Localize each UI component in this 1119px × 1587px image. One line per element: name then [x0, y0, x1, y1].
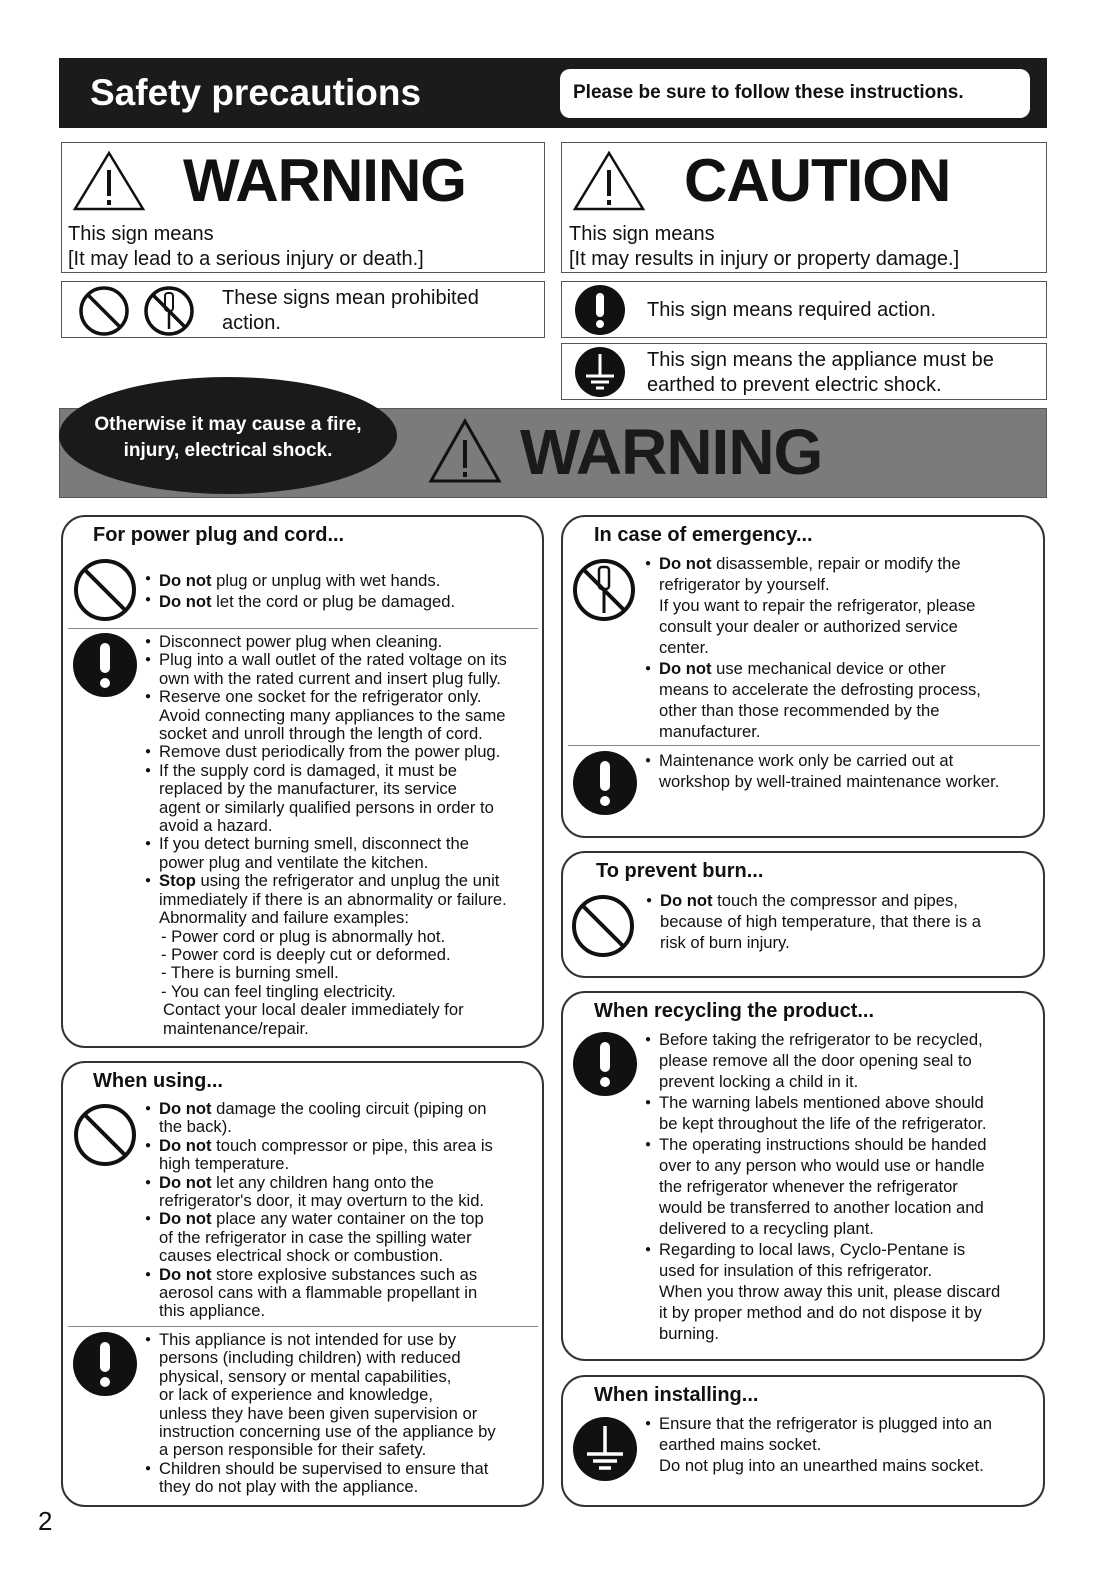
list-item: ● Stop using the refrigerator and unplug the unit	[145, 872, 507, 890]
list-item-cont: Avoid connecting many appliances to the same	[159, 705, 506, 725]
list-item: ● Do not let any children hang onto the	[145, 1174, 493, 1192]
header-note: Please be sure to follow these instructions.	[560, 69, 1030, 118]
section-divider	[68, 1326, 538, 1327]
list-item-cont: agent or similarly qualified persons in order to	[159, 797, 494, 817]
list-item-cont: high temperature.	[159, 1154, 290, 1174]
list-item-cont: Do not plug into an unearthed mains socket.	[659, 1456, 984, 1475]
hazard-line2: injury, electrical shock.	[123, 440, 333, 461]
prohibited-icon	[570, 893, 636, 959]
list-item: ● Do not disassemble, repair or modify the	[645, 553, 981, 574]
list-item: ● Disconnect power plug when cleaning.	[145, 633, 507, 651]
list-item: ● If the supply cord is damaged, it must be	[145, 762, 507, 780]
list-item-cont: aerosol cans with a flammable propellant in	[159, 1283, 478, 1303]
prohibited-meaning-line1: These signs mean prohibited	[222, 287, 479, 309]
recycling-title: When recycling the product...	[594, 1000, 875, 1022]
list-item: ● Maintenance work only be carried out at	[645, 750, 999, 771]
band-warning-word: WARNING	[520, 416, 823, 488]
list-item-cont: earthed mains socket.	[659, 1435, 822, 1454]
power-plug-title: For power plug and cord...	[93, 524, 345, 546]
page-number: 2	[38, 1506, 53, 1536]
using-required-list	[145, 1331, 496, 1497]
list-item-cont: refrigerator by yourself.	[659, 575, 830, 594]
burn-prohibited-list	[646, 890, 981, 953]
required-action-icon	[572, 750, 638, 816]
list-item-cont: the back).	[159, 1117, 232, 1137]
prevent-burn-title: To prevent burn...	[596, 860, 764, 882]
no-disassembly-icon	[571, 557, 637, 623]
list-item: ● Do not let the cord or plug be damaged.	[145, 591, 455, 612]
installing-title: When installing...	[594, 1384, 759, 1406]
page-title: Safety precautions	[90, 72, 422, 113]
recycling-required-list	[645, 1029, 1000, 1344]
no-disassembly-icon	[143, 285, 195, 337]
list-item-cont: power plug and ventilate the kitchen.	[159, 852, 429, 872]
list-item-cont: When you throw away this unit, please discard	[659, 1282, 1001, 1301]
required-meaning-line1: This sign means required action.	[647, 299, 937, 321]
list-item: ● Do not damage the cooling circuit (piping on	[145, 1100, 493, 1118]
list-item-cont: they do not play with the appliance.	[159, 1477, 419, 1497]
list-item-cont: own with the rated current and insert plug fully.	[159, 668, 501, 688]
list-item-cont: socket and unroll through the length of cord.	[159, 724, 483, 744]
earth-ground-icon	[574, 346, 626, 398]
list-item-cont: consult your dealer or authorized service	[659, 617, 958, 636]
earth-ground-icon	[572, 1416, 638, 1482]
list-item-cont: persons (including children) with reduced	[159, 1348, 461, 1368]
example-item: - There is burning smell.	[161, 963, 339, 983]
list-item-cont: physical, sensory or mental capabilities,	[159, 1366, 452, 1386]
section-divider	[68, 628, 538, 629]
caution-word: CAUTION	[684, 147, 951, 214]
list-item-cont: instruction concerning use of the appliance by	[159, 1422, 496, 1442]
list-item: ● The warning labels mentioned above should	[645, 1092, 1000, 1113]
using-prohibited-list	[145, 1100, 493, 1321]
list-item: ● Remove dust periodically from the power plug.	[145, 743, 507, 761]
list-item: ● Do not use mechanical device or other	[645, 658, 981, 679]
list-item: ● Do not plug or unplug with wet hands.	[145, 570, 455, 591]
list-item-cont: would be transferred to another location and	[659, 1198, 984, 1217]
list-item-cont: means to accelerate the defrosting process,	[659, 680, 981, 699]
list-item: ● Children should be supervised to ensure that	[145, 1460, 496, 1478]
list-item-cont: immediately if there is an abnormality or failure.	[159, 889, 507, 909]
list-item-cont: center.	[659, 638, 709, 657]
warning-triangle-icon	[72, 150, 146, 212]
warning-meaning-line1: This sign means	[68, 223, 214, 245]
list-item-cont: it by proper method and do not dispose it by	[659, 1303, 982, 1322]
required-action-icon	[572, 1031, 638, 1097]
list-item-cont: please remove all the door opening seal to	[659, 1051, 972, 1070]
contact-note: maintenance/repair.	[163, 1018, 309, 1038]
list-item: ● Do not place any water container on the top	[145, 1210, 493, 1228]
earth-meaning-line1: This sign means the appliance must be	[647, 349, 994, 371]
hazard-line1: Otherwise it may cause a fire,	[94, 414, 362, 435]
list-item-cont: used for insulation of this refrigerator.	[659, 1261, 933, 1280]
list-item-cont: a person responsible for their safety.	[159, 1440, 427, 1460]
list-item: ● Before taking the refrigerator to be recycled,	[645, 1029, 1000, 1050]
list-item: ● Reserve one socket for the refrigerator only.	[145, 688, 507, 706]
list-item: ● Do not touch compressor or pipe, this area is	[145, 1137, 493, 1155]
list-item-cont: the refrigerator whenever the refrigerator	[659, 1177, 958, 1196]
list-item: ● The operating instructions should be handed	[645, 1134, 1000, 1155]
list-item-cont: replaced by the manufacturer, its service	[159, 779, 457, 799]
list-item-cont: or lack of experience and knowledge,	[159, 1385, 433, 1405]
list-item-cont: of the refrigerator in case the spilling water	[159, 1227, 472, 1247]
required-action-icon	[574, 284, 626, 336]
example-item: - Power cord is deeply cut or deformed.	[161, 944, 451, 964]
list-item-cont: If you want to repair the refrigerator, please	[659, 596, 976, 615]
list-item-cont: manufacturer.	[659, 722, 761, 741]
list-item: ● Regarding to local laws, Cyclo-Pentane is	[645, 1239, 1000, 1260]
example-item: - You can feel tingling electricity.	[161, 981, 396, 1001]
list-item: ● Plug into a wall outlet of the rated voltage on its	[145, 651, 507, 669]
caution-meaning-line2: [It may results in injury or property damage.]	[569, 248, 960, 270]
installing-required-list	[645, 1413, 992, 1476]
prohibited-meaning-line2: action.	[222, 312, 281, 334]
prohibited-icon	[72, 1102, 138, 1168]
list-item-cont: burning.	[659, 1324, 719, 1343]
power-required-list	[145, 633, 507, 1038]
power-prohibited-list	[145, 570, 455, 612]
example-item: - Power cord or plug is abnormally hot.	[161, 926, 446, 946]
list-item-cont: causes electrical shock or combustion.	[159, 1246, 444, 1266]
emergency-required-list	[645, 750, 999, 792]
when-using-title: When using...	[93, 1070, 223, 1092]
emergency-prohibited-list	[645, 553, 981, 742]
list-item-cont: because of high temperature, that there is a	[660, 912, 982, 931]
list-item-cont: over to any person who would use or handle	[659, 1156, 985, 1175]
prohibited-icon	[78, 285, 130, 337]
section-divider	[568, 745, 1040, 746]
list-item-cont: risk of burn injury.	[660, 933, 790, 952]
contact-note: Contact your local dealer immediately for	[163, 1000, 464, 1020]
hazard-ellipse-text	[59, 412, 397, 464]
warning-triangle-icon	[572, 150, 646, 212]
emergency-title: In case of emergency...	[594, 524, 813, 546]
caution-meaning-line1: This sign means	[569, 223, 715, 245]
prohibited-icon	[72, 557, 138, 623]
list-item-cont: prevent locking a child in it.	[659, 1072, 859, 1091]
list-item: ● Do not touch the compressor and pipes,	[646, 890, 981, 911]
list-item-cont: other than those recommended by the	[659, 701, 940, 720]
list-item-cont: this appliance.	[159, 1301, 266, 1321]
list-item-cont: unless they have been given supervision or	[159, 1403, 478, 1423]
required-action-icon	[72, 1331, 138, 1397]
list-item-cont: Abnormality and failure examples:	[159, 908, 409, 928]
list-item: ● Do not store explosive substances such as	[145, 1266, 493, 1284]
warning-word: WARNING	[183, 147, 466, 214]
list-item: ● This appliance is not intended for use by	[145, 1331, 496, 1349]
list-item: ● If you detect burning smell, disconnect the	[145, 835, 507, 853]
warning-meaning-line2: [It may lead to a serious injury or death.]	[68, 248, 424, 270]
list-item-cont: workshop by well-trained maintenance worker.	[659, 772, 1000, 791]
list-item-cont: avoid a hazard.	[159, 816, 273, 836]
earth-meaning-line2: earthed to prevent electric shock.	[647, 374, 942, 396]
list-item: ● Ensure that the refrigerator is plugged into an	[645, 1413, 992, 1434]
list-item-cont: delivered to a recycling plant.	[659, 1219, 874, 1238]
required-action-icon	[72, 632, 138, 698]
list-item-cont: be kept throughout the life of the refrigerator.	[659, 1114, 987, 1133]
list-item-cont: refrigerator's door, it may overturn to the kid.	[159, 1191, 485, 1211]
warning-triangle-icon	[428, 418, 502, 484]
